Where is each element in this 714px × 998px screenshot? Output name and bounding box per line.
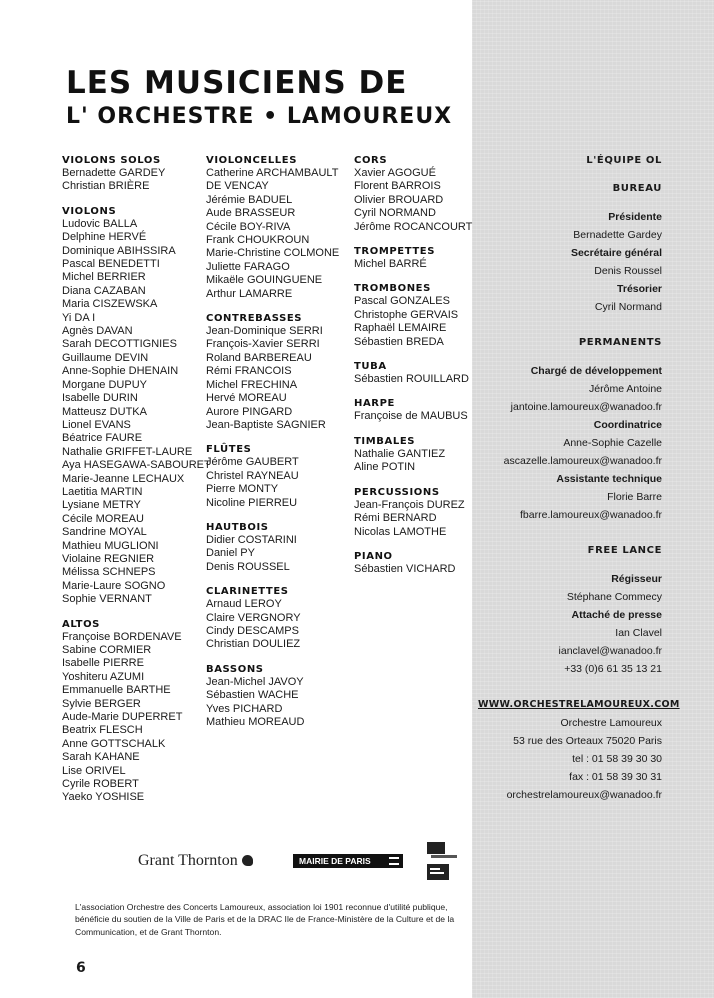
musician-name: Béatrice FAURE [62, 432, 143, 445]
musician-name: Dominique ABIHSSIRA [62, 244, 176, 257]
grant-thornton-name: Grant Thornton [138, 852, 238, 869]
musician-name: Nathalie GANTIEZ [354, 447, 446, 460]
org-fax: fax : 01 58 39 30 31 [569, 771, 662, 783]
section-trombones [354, 282, 472, 349]
tresorier-name: Cyril Normand [594, 301, 662, 313]
musician-name: Xavier AGOGUÉ [354, 167, 436, 179]
musician-name: Aya HASEGAWA-SABOURET [62, 459, 211, 472]
musician-name: Christophe GERVAIS [354, 308, 459, 321]
org-name: Orchestre Lamoureux [560, 717, 662, 729]
coord-name: Anne-Sophie Cazelle [563, 437, 662, 449]
musician-name: Cindy DESCAMPS [206, 624, 299, 637]
musician-name: Michel BARRÉ [354, 258, 427, 271]
musician-name: Beatrix FLESCH [62, 724, 143, 737]
musicians-column-2 [206, 154, 354, 740]
musician-name: Lionel EVANS [62, 418, 131, 431]
musician-name: Michel BERRIER [62, 271, 146, 284]
musician-name: Yaeko YOSHISE [62, 791, 145, 804]
musician-name: Marie-Jeanne LECHAUX [62, 472, 185, 485]
musician-name: Aurore PINGARD [206, 405, 293, 418]
musician-name: Cyril NORMAND [354, 207, 436, 220]
musician-name: Roland BARBEREAU [206, 351, 312, 364]
section-hautbois [206, 521, 354, 574]
section-flutes [206, 443, 354, 510]
musician-name: Cyrile ROBERT [62, 778, 139, 791]
musician-name: Mélissa SCHNEPS [62, 566, 156, 579]
musician-name: Nicoline PIERREU [206, 496, 298, 509]
musicians-column-1 [62, 154, 211, 816]
musician-name: Mathieu MUGLIONI [62, 539, 159, 552]
musician-name: Sébastien WACHE [206, 689, 299, 702]
section-violons-solos [62, 154, 202, 194]
musician-name: Sébastien ROUILLARD [354, 373, 469, 386]
musician-name: Sylvie BERGER [62, 697, 141, 710]
section-altos [62, 618, 202, 805]
section-heading: VIOLONCELLES [206, 155, 297, 166]
section-trompettes [354, 245, 472, 271]
grant-thornton-mark-icon [242, 855, 253, 866]
musician-name: Marie-Laure SOGNO [62, 579, 166, 592]
mairie-wave-icon [389, 857, 399, 865]
musician-name: Mikaële GOUINGUENE [206, 274, 323, 287]
musician-name: Emmanuelle BARTHE [62, 684, 171, 697]
musician-name: Arthur LAMARRE [206, 287, 293, 300]
section-percussions [354, 486, 472, 539]
footer-note: L'association Orchestre des Concerts Lamoureux, association loi 1901 reconnue d'utilité publique, bénéficie du soutien de la Ville de Paris et de la DRAC Ile de France-Ministère de la Culture et de la Communication, et de Grant Thornton. [75, 902, 455, 937]
musician-name: Yoshiteru AZUMI [62, 670, 145, 683]
mairie-de-paris-name: MAIRIE DE PARIS [299, 856, 371, 866]
mairie-de-paris-logo [293, 854, 403, 868]
musician-name: Nicolas LAMOTHE [354, 525, 447, 538]
musician-name: Matteusz DUTKA [62, 405, 147, 418]
section-heading: TUBA [354, 361, 387, 373]
musician-name: Aude BRASSEUR [206, 207, 296, 220]
musician-name: Olivier BROUARD [354, 193, 444, 206]
charge-role: Chargé de développement [530, 365, 662, 377]
equipe-heading: L'ÉQUIPE OL [586, 155, 662, 166]
musician-name: Cécile BOY-RIVA [206, 220, 291, 233]
musician-name: Christel RAYNEAU [206, 469, 299, 482]
section-heading: CORS [354, 155, 388, 166]
musician-name: Christian DOULIEZ [206, 638, 301, 651]
musician-name: Lysiane METRY [62, 499, 141, 512]
musician-name: Françoise de MAUBUS [354, 410, 468, 423]
assist-role: Assistante technique [556, 473, 662, 485]
section-heading: BASSONS [206, 663, 264, 675]
section-heading: PIANO [354, 550, 393, 562]
section-heading: CLARINETTES [206, 586, 289, 598]
charge-name: Jérôme Antoine [589, 383, 662, 395]
assist-email[interactable]: fbarre.lamoureux@wanadoo.fr [520, 509, 662, 521]
freelance-heading: FREE LANCE [587, 545, 662, 556]
section-clarinettes [206, 585, 354, 652]
musician-name: François-Xavier SERRI [206, 338, 320, 351]
section-heading: HAUTBOIS [206, 521, 269, 533]
section-violons [62, 205, 211, 607]
staff-list [478, 152, 680, 804]
musician-name: Anne GOTTSCHALK [62, 737, 166, 750]
presse-role: Attaché de presse [571, 609, 662, 621]
section-heading: CONTREBASSES [206, 313, 303, 325]
musician-name: Florent BARROIS [354, 180, 441, 193]
section-heading: HARPE [354, 398, 395, 410]
section-violoncelles [206, 154, 354, 301]
musician-name: Jérôme ROCANCOURT [354, 220, 473, 233]
presse-name: Ian Clavel [615, 627, 662, 639]
musician-name: Cécile MOREAU [62, 512, 144, 525]
secretaire-role: Secrétaire général [570, 247, 662, 259]
presse-phone: +33 (0)6 61 35 13 21 [564, 663, 662, 675]
org-tel: tel : 01 58 39 30 30 [572, 753, 662, 765]
musician-name: Jean-Dominique SERRI [206, 325, 323, 338]
musician-name: Sandrine MOYAL [62, 526, 147, 539]
section-bassons [206, 663, 354, 730]
section-heading: TIMBALES [354, 435, 416, 447]
musician-name: Aline POTIN [354, 461, 416, 474]
presidente-name: Bernadette Gardey [573, 229, 662, 241]
musician-name: Christian BRIÈRE [62, 180, 150, 193]
musician-name: DE VENCAY [206, 180, 269, 193]
section-heading: VIOLONS [62, 205, 117, 217]
musician-name: Jean-François DUREZ [354, 498, 465, 511]
musician-name: Michel FRECHINA [206, 378, 298, 391]
section-piano [354, 550, 472, 576]
musician-name: Denis ROUSSEL [206, 560, 290, 573]
regisseur-role: Régisseur [611, 573, 662, 585]
musician-name: Juliette FARAGO [206, 260, 290, 273]
musician-name: Anne-Sophie DHENAIN [62, 365, 179, 378]
musician-name: Catherine ARCHAMBAULT [206, 167, 339, 179]
musician-name: Pascal BENEDETTI [62, 258, 160, 271]
bureau-heading: BUREAU [612, 183, 662, 194]
section-heading: VIOLONS SOLOS [62, 155, 161, 166]
musician-name: Sophie VERNANT [62, 593, 152, 606]
assist-name: Florie Barre [607, 491, 662, 503]
musician-name: Arnaud LEROY [206, 598, 282, 611]
musician-name: Sébastien BREDA [354, 335, 444, 348]
musician-name: Jean-Michel JAVOY [206, 675, 304, 688]
ministere-culture-logo [425, 840, 459, 882]
org-email[interactable]: orchestrelamoureux@wanadoo.fr [506, 789, 662, 801]
musician-name: Sarah KAHANE [62, 751, 140, 764]
musician-name: Claire VERGNORY [206, 611, 301, 624]
musician-name: Isabelle DURIN [62, 392, 138, 405]
section-contrebasses [206, 312, 354, 432]
musician-name: Delphine HERVÉ [62, 231, 147, 244]
presse-email[interactable]: ianclavel@wanadoo.fr [558, 645, 662, 657]
section-heading: TROMBONES [354, 283, 431, 295]
musician-name: Laetitia MARTIN [62, 485, 143, 498]
musician-name: Hervé MOREAU [206, 392, 287, 405]
musician-name: Daniel PY [206, 547, 255, 560]
title-line-2: L' ORCHESTRE • LAMOUREUX [66, 104, 453, 129]
musician-name: Ludovic BALLA [62, 217, 138, 230]
musician-name: Maria CISZEWSKA [62, 298, 158, 311]
title-line-1: LES MUSICIENS DE [66, 65, 408, 101]
musician-name: Frank CHOUKROUN [206, 234, 310, 247]
musician-name: Yves PICHARD [206, 702, 283, 715]
musician-name: Jean-Baptiste SAGNIER [206, 418, 326, 431]
musicians-column-3 [354, 154, 472, 587]
secretaire-name: Denis Roussel [594, 265, 662, 277]
coord-email[interactable]: ascazelle.lamoureux@wanadoo.fr [503, 455, 662, 467]
musician-name: Diana CAZABAN [62, 284, 146, 297]
musician-name: Mathieu MOREAUD [206, 716, 305, 728]
musician-name: Marie-Christine COLMONE [206, 247, 340, 260]
musician-name: Françoise BORDENAVE [62, 630, 182, 643]
presidente-role: Présidente [608, 211, 662, 223]
musician-name: Nathalie GRIFFET-LAURE [62, 445, 193, 458]
sponsor-logos [135, 840, 465, 886]
musician-name: Sébastien VICHARD [354, 562, 456, 575]
musician-name: Violaine REGNIER [62, 552, 155, 565]
musician-name: Pascal GONZALES [354, 295, 450, 308]
section-cors [354, 154, 472, 234]
section-heading: ALTOS [62, 618, 100, 630]
grant-thornton-logo [138, 852, 253, 870]
section-heading: TROMPETTES [354, 246, 436, 258]
musician-name: Bernadette GARDEY [62, 167, 166, 179]
permanents-heading: PERMANENTS [578, 337, 662, 348]
musician-name: Didier COSTARINI [206, 533, 297, 546]
musician-name: Yi DA I [62, 311, 96, 324]
charge-email[interactable]: jantoine.lamoureux@wanadoo.fr [510, 401, 662, 413]
musician-name: Lise ORIVEL [62, 764, 126, 777]
tresorier-role: Trésorier [617, 283, 662, 295]
musician-name: Rémi BERNARD [354, 512, 437, 525]
musician-name: Isabelle PIERRE [62, 657, 144, 670]
musician-name: Morgane DUPUY [62, 378, 147, 391]
section-harpe [354, 397, 472, 423]
org-address: 53 rue des Orteaux 75020 Paris [513, 735, 662, 747]
musician-name: Aude-Marie DUPERRET [62, 711, 183, 724]
section-heading: FLÛTES [206, 444, 252, 456]
musician-name: Jérôme GAUBERT [206, 456, 299, 469]
musician-name: Pierre MONTY [206, 483, 279, 496]
musician-name: Rémi FRANCOIS [206, 365, 292, 378]
musician-name: Guillaume DEVIN [62, 351, 149, 364]
musician-name: Jérémie BADUEL [206, 193, 293, 206]
section-tuba [354, 360, 472, 386]
musician-name: Sabine CORMIER [62, 644, 152, 656]
regisseur-name: Stéphane Commecy [566, 591, 662, 603]
musician-name: Sarah DECOTTIGNIES [62, 338, 177, 351]
section-timbales [354, 435, 472, 475]
coord-role: Coordinatrice [593, 419, 662, 431]
musician-name: Agnès DAVAN [62, 325, 133, 338]
musician-name: Raphaël LEMAIRE [354, 322, 447, 335]
page-number: 6 [76, 960, 86, 976]
section-heading: PERCUSSIONS [354, 486, 440, 498]
website-link[interactable]: WWW.ORCHESTRELAMOUREUX.COM [478, 699, 680, 710]
page-title [66, 66, 466, 132]
